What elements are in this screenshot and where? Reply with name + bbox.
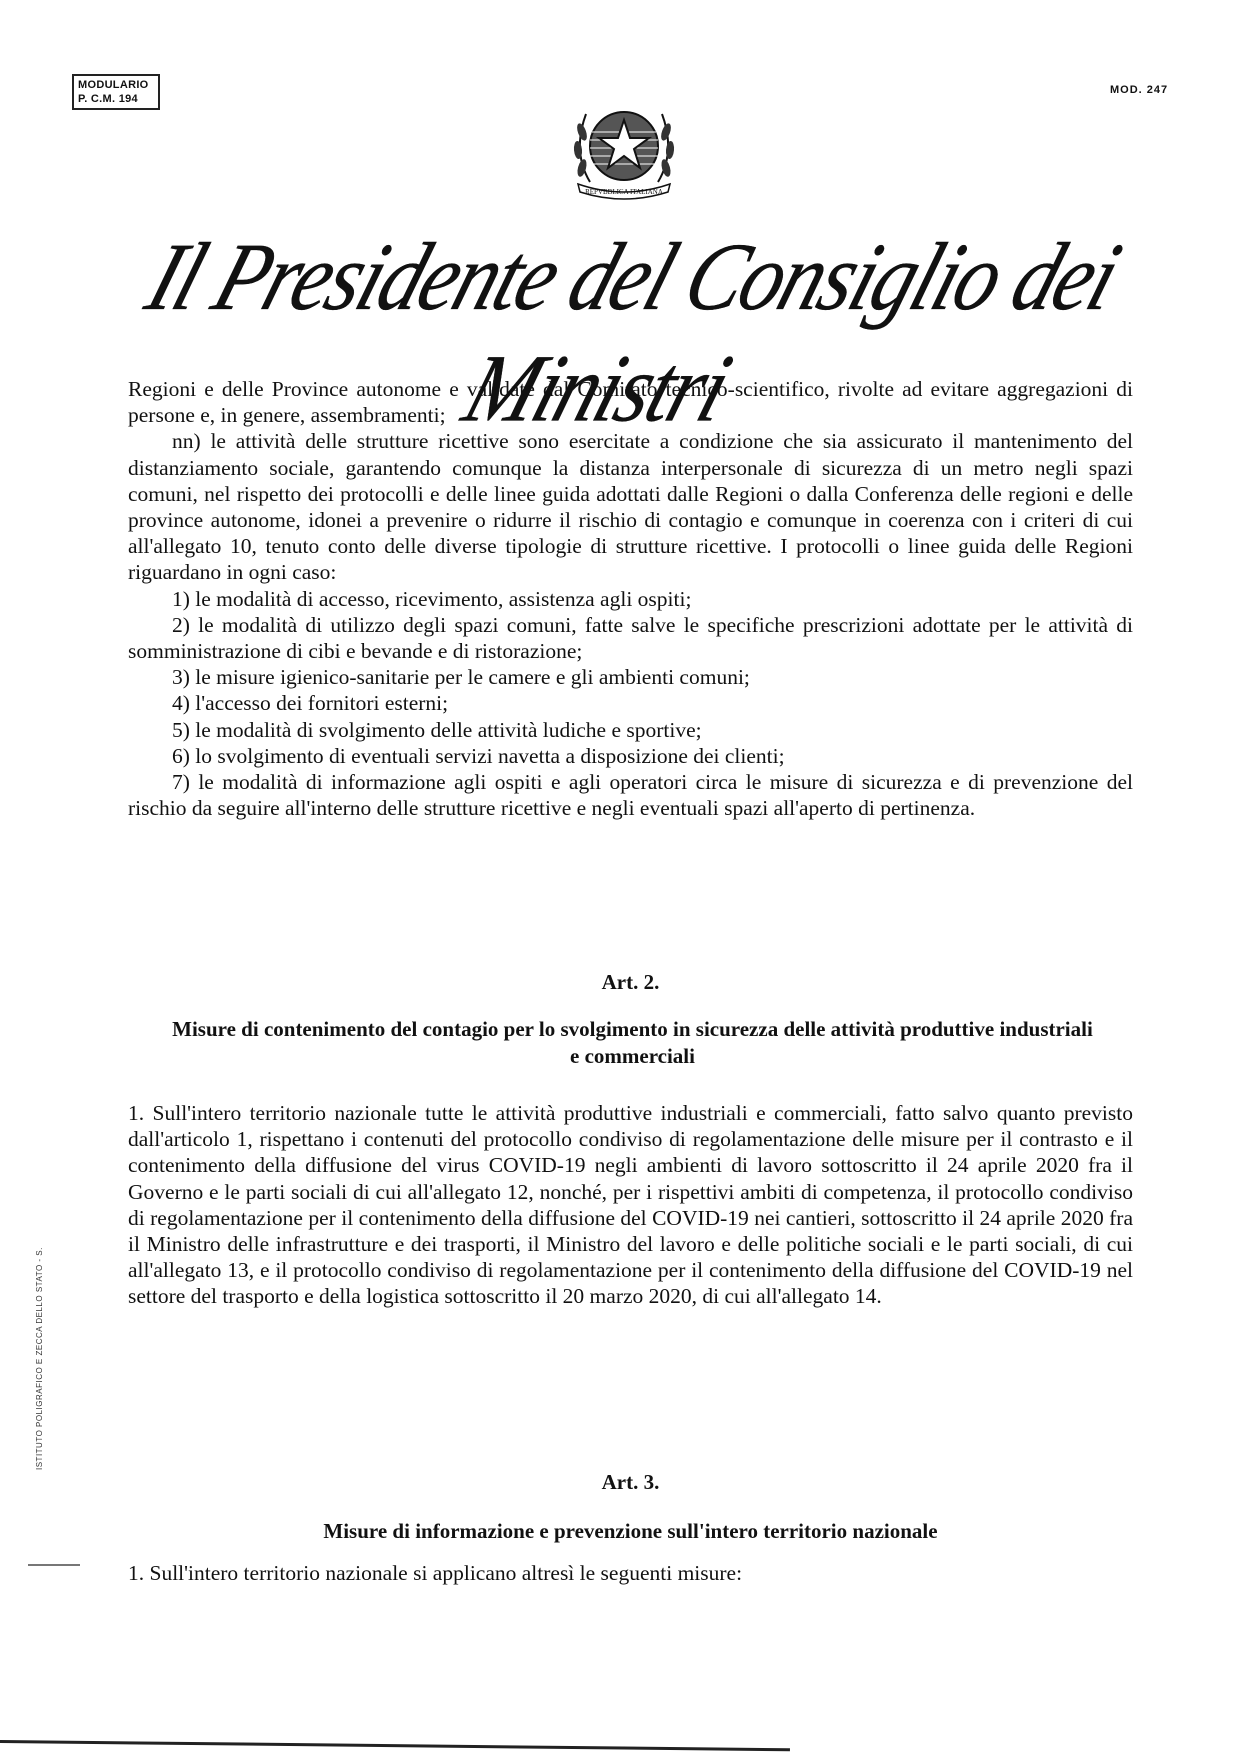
article-2-body <box>128 1100 1133 1310</box>
paragraph: 1. Sull'intero territorio nazionale tutte le attività produttive industriali e commerciali, fatto salvo quanto previsto dall'articolo 1, rispettano i contenuti del protocollo condiviso di regolamentazione delle misure per il contrasto e il contenimento della diffusione del virus COVID-19 negli ambienti di lavoro sottoscritto il 24 aprile 2020 fra il Governo e le parti sociali di cui all'allegato 12, nonché, per i rispettivi ambiti di competenza, il protocollo condiviso di regolamentazione per il contenimento della diffusione del COVID-19 nei cantieri, sottoscritto il 24 aprile 2020 fra il Ministro delle infrastrutture e dei trasporti, il Ministro del lavoro e delle politiche sociali e le parti sociali, di cui all'allegato 13, e il protocollo condiviso di regolamentazione per il contenimento della diffusione del COVID-19 nel settore del trasporto e della logistica sottoscritto il 20 marzo 2020, di cui all'allegato 14. <box>128 1101 1133 1309</box>
list-item: 1) le modalità di accesso, ricevimento, assistenza agli ospiti; <box>172 586 692 611</box>
list-item: 7) le modalità di informazione agli ospiti e agli operatori circa le misure di sicurezza e di prevenzione del rischio da seguire all'interno delle strutture ricettive e negli eventuali spazi all'aperto di pertinenza. <box>128 770 1133 821</box>
list-item: 5) le modalità di svolgimento delle attività ludiche e sportive; <box>172 717 702 742</box>
article-3-heading: Misure di informazione e prevenzione sull'intero territorio nazionale <box>323 1519 938 1543</box>
modulario-line-2: P. C.M. 194 <box>78 93 138 105</box>
modulario-stamp <box>72 74 160 110</box>
article-2-heading: Misure di contenimento del contagio per lo svolgimento in sicurezza delle attività produttive industriali e commerciali <box>172 1017 1093 1068</box>
article-3-body <box>128 1560 1133 1586</box>
scan-edge-line <box>0 1740 790 1751</box>
article-2-number: Art. 2. <box>601 970 660 994</box>
emblem-text: REPVBBLICA ITALIANA <box>585 188 663 196</box>
paragraph: Regioni e delle Province autonome e validate dal Comitato tecnico-scientifico, rivolte ad evitare aggregazioni di persone e, in genere, assembramenti; <box>128 377 1133 428</box>
side-imprint: ISTITUTO POLIGRAFICO E ZECCA DELLO STATO - S. <box>35 1247 44 1470</box>
list-item: 2) le modalità di utilizzo degli spazi comuni, fatte salve le specifiche prescrizioni adottate per le attività di somministrazione di cibi e bevande e di ristorazione; <box>128 612 1133 664</box>
list-item: 3) le misure igienico-sanitarie per le camere e gli ambienti comuni; <box>172 665 750 690</box>
mod-code: MOD. 247 <box>1110 84 1169 96</box>
modulario-line-1: MODULARIO <box>78 79 149 91</box>
paragraph: 1. Sull'intero territorio nazionale si applicano altresì le seguenti misure: <box>128 1561 743 1585</box>
margin-mark <box>28 1564 80 1566</box>
article-3-number: Art. 3. <box>601 1470 660 1494</box>
article-1-continuation <box>128 376 1133 821</box>
letterhead-title: Il Presidente del Consiglio dei Ministri <box>135 223 1132 443</box>
list-item: 4) l'accesso dei fornitori esterni; <box>172 691 449 716</box>
list-item: 6) lo svolgimento di eventuali servizi navetta a disposizione dei clienti; <box>172 743 785 768</box>
paragraph-nn: nn) le attività delle strutture ricettive sono esercitate a condizione che sia assicurato il mantenimento del distanziamento sociale, garantendo comunque la distanza interpersonale di sicurezza di un metro negli spazi comuni, nel rispetto dei protocolli e delle linee guida adottati dalle Regioni o dalla Conferenza delle regioni e delle province autonome, idonei a prevenire o ridurre il rischio di contagio e comunque in coerenza con i criteri di cui all'allegato 10, tenuto conto delle diverse tipologie di strutture ricettive. I protocolli o linee guida delle Regioni riguardano in ogni caso: <box>128 429 1133 585</box>
italian-republic-emblem-icon <box>560 92 688 202</box>
